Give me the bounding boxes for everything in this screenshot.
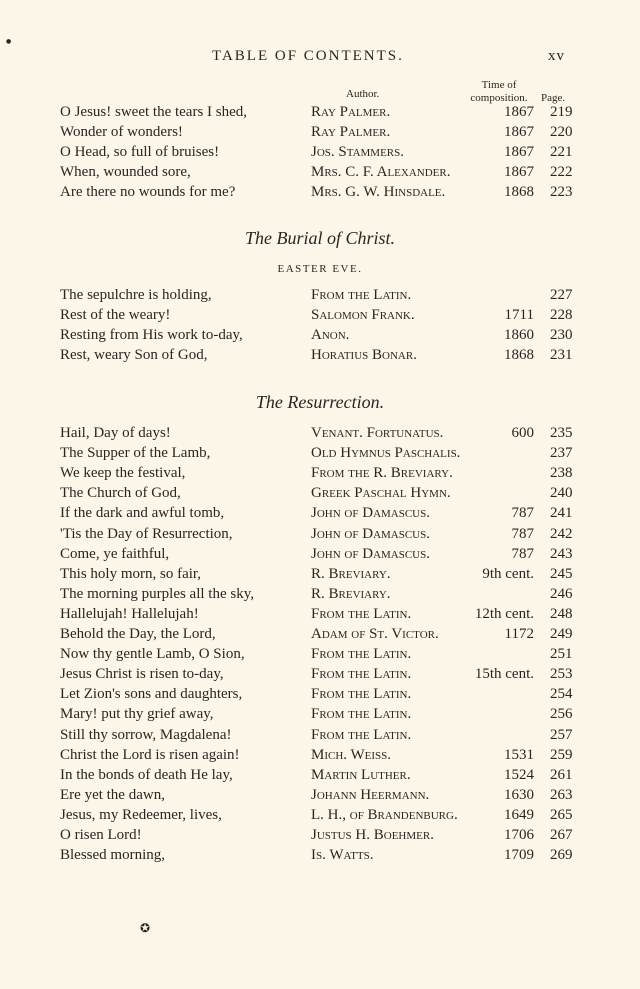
entry-page: 265 [550,806,573,823]
entry-author: John of Damascus. [311,525,430,542]
toc-entry [0,425,640,445]
toc-entry [0,646,640,666]
column-header-time: Time of composition. [470,79,528,104]
entry-title: Jesus, my Redeemer, lives, [60,806,222,823]
entry-page: 248 [550,605,573,622]
toc-entry [0,465,640,485]
entry-year: 787 [511,545,534,562]
entry-page: 222 [550,164,573,180]
entry-author: L. H., of Brandenburg. [311,806,458,823]
entry-year: 1867 [504,104,534,120]
toc-entry [0,666,640,686]
entry-page: 267 [550,827,573,843]
entry-author: From the Latin. [311,726,412,743]
entry-author: Ray Palmer. [311,124,391,140]
entry-page: 242 [550,525,573,542]
section-title-burial: The Burial of Christ. [244,228,396,248]
entry-author: Adam of St. Victor. [311,626,439,642]
toc-entry [0,747,640,767]
section-title-resurrection: The Resurrection. [255,392,385,412]
entry-author: Martin Luther. [311,766,411,783]
entry-year: 1867 [504,164,534,180]
entry-year: 1172 [504,626,534,642]
subsection-easter-eve: EASTER EVE. [277,263,363,275]
entry-year: 1868 [504,347,534,363]
entry-author: Mich. Weiss. [311,746,392,763]
entry-page: 256 [550,706,573,723]
entry-page: 231 [550,347,573,363]
entry-author: Is. Watts. [311,847,374,864]
entry-year: 9th cent. [482,565,534,582]
entry-title: Ere yet the dawn, [60,786,165,803]
entry-page: 221 [550,144,573,160]
page-title: TABLE OF CONTENTS. [212,48,404,64]
entry-title: Rest of the weary! [60,307,171,323]
entry-year: 1709 [504,847,534,864]
entry-year: 787 [511,525,534,542]
entry-author: Ray Palmer. [311,104,391,120]
entry-title: O Jesus! sweet the tears I shed, [60,104,248,120]
toc-entry [0,485,640,505]
entry-page: 228 [550,307,573,323]
toc-entry [0,566,640,586]
entry-page: 253 [550,666,573,683]
entry-page: 263 [550,786,573,803]
entry-title: Are there no wounds for me? [60,184,236,200]
entry-author: Venant. Fortunatus. [311,425,444,441]
entry-year: 1867 [504,124,534,140]
entry-title: The Church of God, [60,485,181,502]
toc-entry [0,546,640,566]
toc-entry [0,184,640,204]
entry-author: R. Breviary. [311,585,391,602]
entry-author: Anon. [311,327,350,343]
toc-entry [0,706,640,726]
entry-author: From the Latin. [311,646,412,663]
entry-year: 1531 [504,746,534,763]
page-number: xv [548,48,565,64]
entry-title: Let Zion's sons and daughters, [60,686,243,703]
entry-title: Now thy gentle Lamb, O Sion, [60,646,245,663]
entry-page: 246 [550,585,573,602]
entry-title: Still thy sorrow, Magdalena! [60,726,232,743]
toc-entry [0,445,640,465]
toc-entry [0,124,640,144]
entry-author: Mrs. G. W. Hinsdale. [311,184,446,200]
entry-year: 1868 [504,184,534,200]
entry-title: Jesus Christ is risen to-day, [60,666,224,683]
entry-year: 15th cent. [474,666,534,683]
entry-title: In the bonds of death He lay, [60,766,233,783]
toc-entry [0,847,640,867]
entry-page: 241 [550,505,573,522]
entry-page: 243 [550,545,573,562]
entry-title: O Head, so full of bruises! [60,144,220,160]
entry-title: The sepulchre is holding, [60,287,212,303]
entry-author: Jos. Stammers. [311,144,405,160]
entry-page: 237 [550,445,573,462]
entry-title: Mary! put thy grief away, [60,706,214,723]
toc-entry [0,347,640,367]
entry-title: Blessed morning, [60,847,165,864]
entry-year: 1630 [504,786,534,803]
entry-year: 1706 [504,827,534,843]
toc-entry [0,586,640,606]
toc-entry [0,807,640,827]
entry-author: From the Latin. [311,287,412,303]
entry-title: When, wounded sore, [60,164,191,180]
entry-year: 1711 [504,307,534,323]
entry-title: Resting from His work to-day, [60,327,243,343]
entry-page: 251 [550,646,573,663]
entry-title: Behold the Day, the Lord, [60,626,216,642]
entry-title: O risen Lord! [60,827,142,843]
toc-entry [0,626,640,646]
entry-author: Justus H. Boehmer. [311,827,434,843]
entry-author: From the Latin. [311,666,412,683]
entry-author: Salomon Frank. [311,307,415,323]
entry-page: 235 [550,425,573,441]
entry-page: 249 [550,626,573,642]
entry-page: 245 [550,565,573,582]
toc-entry [0,526,640,546]
toc-entry [0,505,640,525]
toc-entry [0,787,640,807]
entry-page: 238 [550,465,573,482]
entry-title: Hallelujah! Hallelujah! [60,605,199,622]
entry-year: 600 [511,425,534,441]
toc-entry [0,327,640,347]
entry-title: This holy morn, so fair, [60,565,202,582]
column-header-author: Author. [346,88,380,100]
entry-page: 240 [550,485,573,502]
margin-dot-icon: ● [6,38,12,45]
entry-title: Rest, weary Son of God, [60,347,208,363]
entry-year: 1649 [504,806,534,823]
entry-author: From the Latin. [311,686,412,703]
entry-page: 269 [550,847,573,864]
toc-entry [0,606,640,626]
toc-entry [0,144,640,164]
entry-author: From the Latin. [311,706,412,723]
entry-title: Wonder of wonders! [60,124,183,140]
entry-year: 787 [511,505,534,522]
entry-title: Hail, Day of days! [60,425,171,441]
page-header [0,48,640,68]
entry-title: Christ the Lord is risen again! [60,746,240,763]
entry-year: 1860 [504,327,534,343]
entry-author: John of Damascus. [311,505,430,522]
entry-author: From the R. Breviary. [311,465,453,482]
entry-author: John of Damascus. [311,545,430,562]
entry-author: Johann Heermann. [311,786,430,803]
entry-author: Mrs. C. F. Alexander. [311,164,451,180]
entry-title: If the dark and awful tomb, [60,505,225,522]
toc-entry [0,307,640,327]
entry-title: The morning purples all the sky, [60,585,254,602]
entry-page: 227 [550,287,573,303]
entry-title: Come, ye faithful, [60,545,170,562]
entry-year: 12th cent. [474,605,534,622]
printer-mark-icon: ✪ [140,921,151,935]
toc-entry [0,164,640,184]
toc-entry [0,104,640,124]
entry-page: 220 [550,124,573,140]
column-header-page: Page. [541,92,566,104]
toc-entry [0,287,640,307]
entry-page: 261 [550,766,573,783]
entry-page: 219 [550,104,573,120]
entry-author: Horatius Bonar. [311,347,417,363]
entry-author: Old Hymnus Paschalis. [311,445,461,462]
entry-year: 1867 [504,144,534,160]
entry-page: 254 [550,686,573,703]
entry-author: Greek Paschal Hymn. [311,485,451,502]
entry-page: 257 [550,726,573,743]
entry-author: R. Breviary. [311,565,391,582]
entry-title: The Supper of the Lamb, [60,445,211,462]
entry-title: 'Tis the Day of Resurrection, [60,525,233,542]
entry-year: 1524 [504,766,534,783]
toc-entry [0,827,640,847]
toc-entry [0,767,640,787]
entry-author: From the Latin. [311,605,412,622]
entry-page: 259 [550,746,573,763]
entry-title: We keep the festival, [60,465,186,482]
toc-entry [0,686,640,706]
entry-page: 223 [550,184,573,200]
toc-entry [0,727,640,747]
entry-page: 230 [550,327,573,343]
